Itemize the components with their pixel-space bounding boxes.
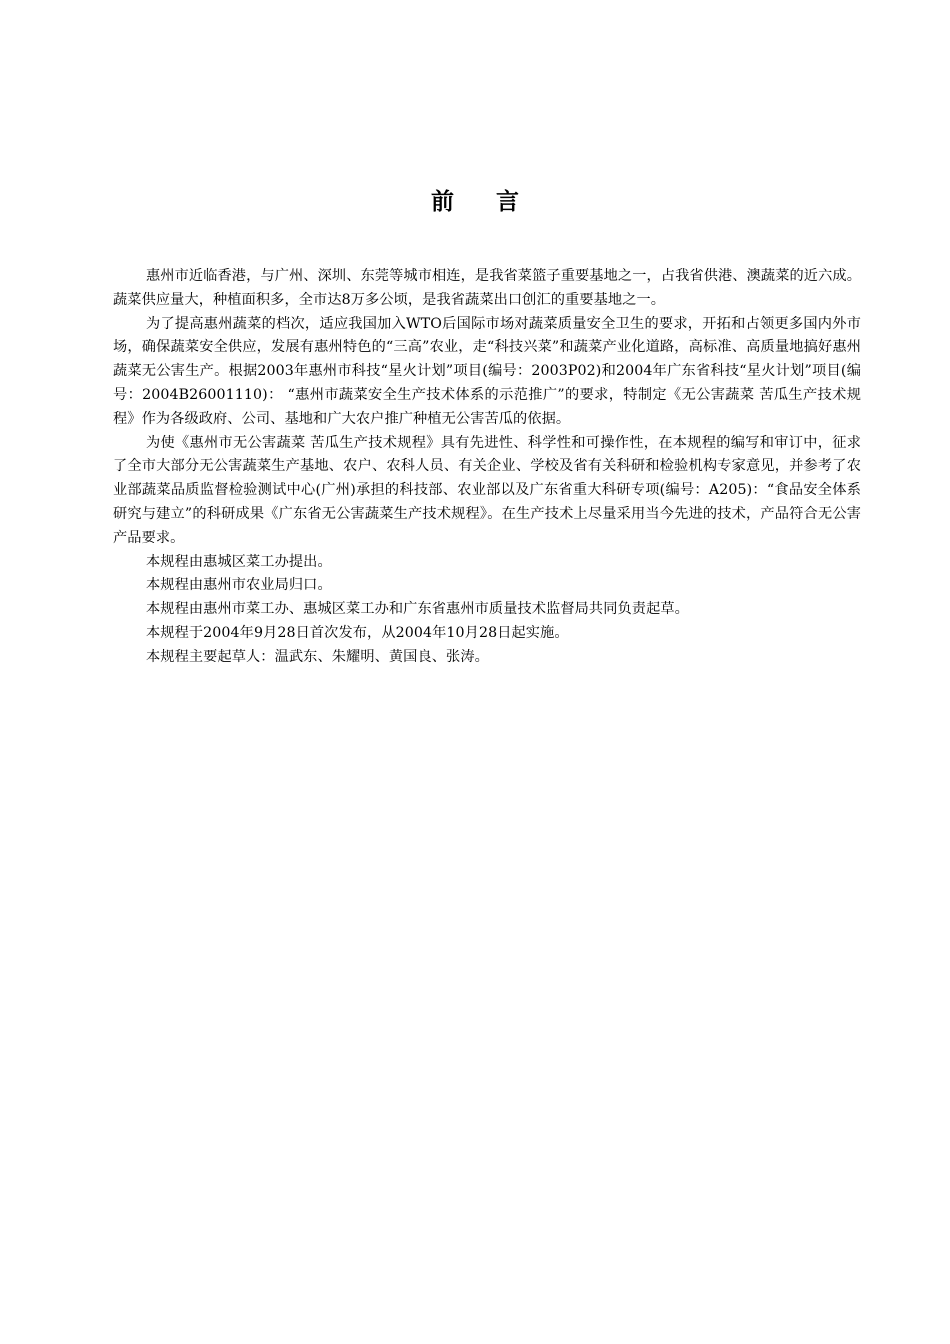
paragraph-authority: 本规程由惠州市农业局归口。 [146,577,332,594]
paragraph-purpose: 为了提高惠州蔬菜的档次，适应我国加入WTO后国际市场对蔬菜质量安全卫生的要求，开拓和占领更多国内外市场，确保蔬菜安全供应，发展有惠州特色的“三高”农业，走“科技兴菜”和蔬菜产业化道路，高标准、高质量地搞好惠州蔬菜无公害生产。根据2003年惠州市科技“星火计划”项目(编号：2003P02)和2004年广东省科技“星火计划”项目(编号：2004B26001110)： “惠州市蔬菜安全生产技术体系的示范推广”的要求，特制定《无公害蔬菜 苦瓜生产技术规程》作为各级政府、公司、基地和广大农户推广种植无公害苦瓜的依据。 [113,315,861,427]
paragraph-proposer: 本规程由惠城区菜工办提出。 [146,553,332,570]
paragraph-intro: 惠州市近临香港，与广州、深圳、东莞等城市相连，是我省菜篮子重要基地之一，占我省供港、澳蔬菜的近六成。蔬菜供应量大，种植面积多，全市达8万多公顷，是我省蔬菜出口创汇的重要基地之一。 [113,268,861,308]
paragraph-drafting: 为使《惠州市无公害蔬菜 苦瓜生产技术规程》具有先进性、科学性和可操作性，在本规程的编写和审订中，征求了全市大部分无公害蔬菜生产基地、农户、农科人员、有关企业、学校及省有关科研和检验机构专家意见，并参考了农业部蔬菜品质监督检验测试中心(广州)承担的科技部、农业部以及广东省重大科研专项(编号：A205)：“食品安全体系研究与建立”的科研成果《广东省无公害蔬菜生产技术规程》。在生产技术上尽量采用当今先进的技术，产品符合无公害产品要求。 [113,434,861,546]
paragraph-drafters-org: 本规程由惠州市菜工办、惠城区菜工办和广东省惠州市质量技术监督局共同负责起草。 [146,601,689,618]
document-body [113,265,861,670]
page-title: 前言 [431,189,561,215]
paragraph-dates: 本规程于2004年9月28日首次发布，从2004年10月28日起实施。 [146,624,569,641]
paragraph-authors: 本规程主要起草人：温武东、朱耀明、黄国良、张涛。 [146,648,489,665]
